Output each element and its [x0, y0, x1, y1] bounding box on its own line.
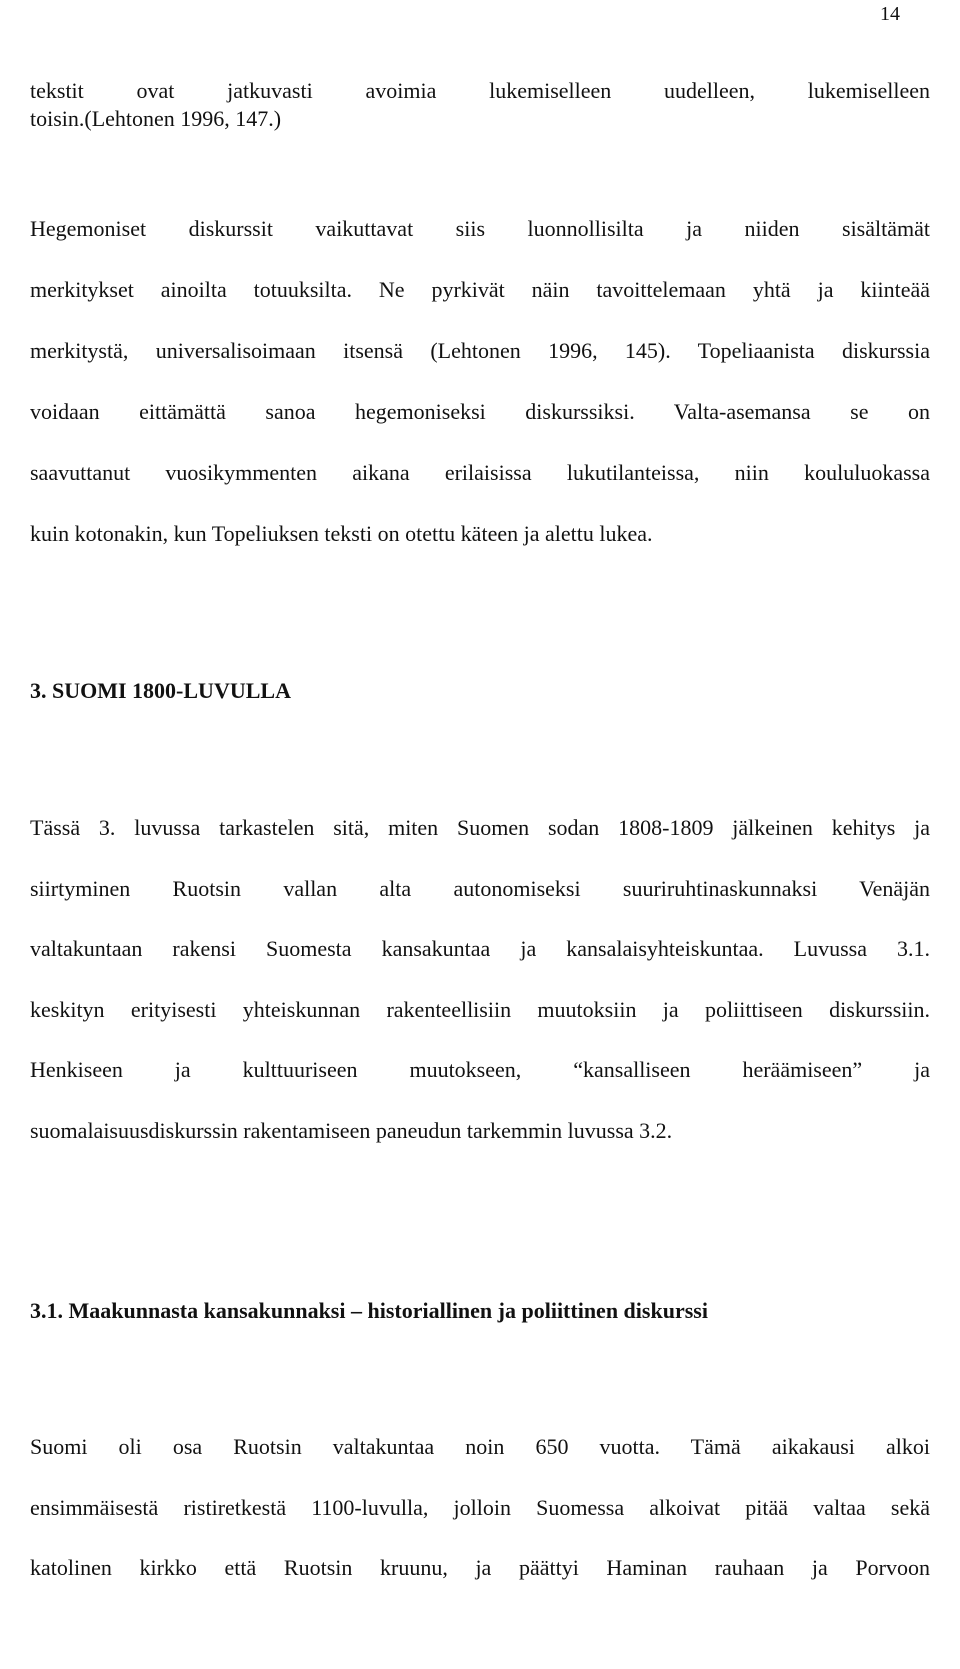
hegemony-line-6: kuin kotonakin, kun Topeliuksen teksti on otettu käteen ja alettu lukea. [30, 521, 653, 546]
hegemony-line-2: merkitykset ainoilta totuuksilta. Ne pyrkivät näin tavoittelemaan yhtä ja kiinteää [30, 277, 930, 302]
section-3-1-paragraph [30, 1417, 930, 1599]
quote-line-1: tekstit ovat jatkuvasti avoimia lukemiselleen uudelleen, lukemiselleen [30, 78, 930, 103]
hegemony-paragraph [30, 198, 930, 564]
section-3-1-line-2: ensimmäisestä ristiretkestä 1100-luvulla, jolloin Suomessa alkoivat pitää valtaa sekä [30, 1494, 930, 1520]
section-3-1-line-1: Suomi oli osa Ruotsin valtakuntaa noin 650 vuotta. Tämä aikakausi alkoi [30, 1434, 930, 1459]
page-number: 14 [880, 3, 900, 25]
section-3-line-3: valtakuntaan rakensi Suomesta kansakuntaa ja kansalaisyhteiskuntaa. Luvussa 3.1. [30, 936, 930, 961]
hegemony-line-3: merkitystä, universalisoimaan itsensä (Lehtonen 1996, 145). Topeliaanista diskurssia [30, 338, 930, 363]
hegemony-line-4: voidaan eittämättä sanoa hegemoniseksi diskurssiksi. Valta-asemansa se on [30, 399, 930, 424]
quote-line-2: toisin.(Lehtonen 1996, 147.) [30, 106, 282, 131]
section-3-1-heading: 3.1. Maakunnasta kansakunnaksi – historiallinen ja poliittinen diskurssi [30, 1298, 708, 1323]
section-3-1-line-3: katolinen kirkko että Ruotsin kruunu, ja päättyi Haminan rauhaan ja Porvoon [30, 1555, 930, 1580]
section-3-line-1: Tässä 3. luvussa tarkastelen sitä, miten Suomen sodan 1808-1809 jälkeinen kehitys ja [30, 815, 930, 840]
quote-paragraph [30, 77, 930, 133]
section-3-line-4: keskityn erityisesti yhteiskunnan rakenteellisiin muutoksiin ja poliittiseen diskurssiin. [30, 996, 930, 1022]
section-3-line-6: suomalaisuusdiskurssin rakentamiseen paneudun tarkemmin luvussa 3.2. [30, 1117, 673, 1143]
hegemony-line-5: saavuttanut vuosikymmenten aikana erilaisissa lukutilanteissa, niin koululuokassa [30, 460, 930, 485]
section-3-line-5: Henkiseen ja kulttuuriseen muutokseen, “kansalliseen heräämiseen” ja [30, 1057, 930, 1082]
hegemony-line-1: Hegemoniset diskurssit vaikuttavat siis luonnollisilta ja niiden sisältämät [30, 216, 930, 241]
section-3-heading: 3. SUOMI 1800-LUVULLA [30, 678, 291, 703]
section-3-paragraph [30, 798, 930, 1161]
section-3-line-2: siirtyminen Ruotsin vallan alta autonomiseksi suuriruhtinaskunnaksi Venäjän [30, 875, 930, 901]
